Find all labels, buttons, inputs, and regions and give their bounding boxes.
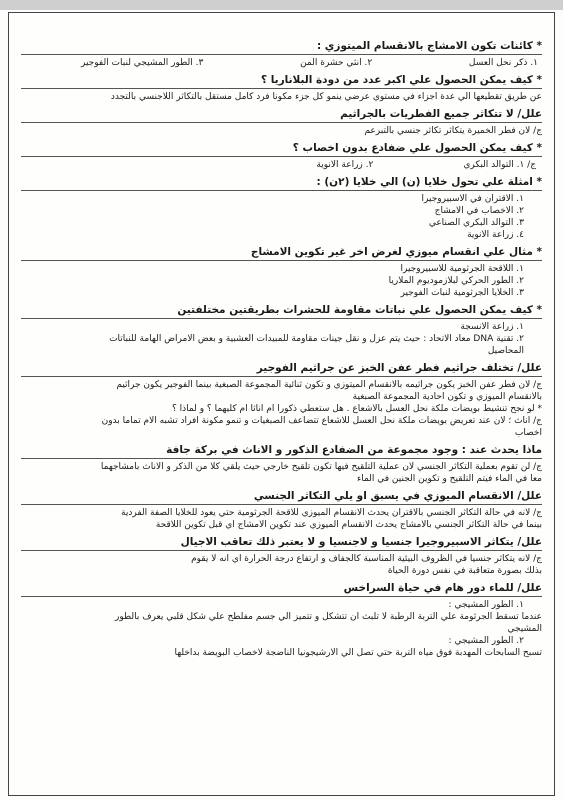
top-scroll-bar (0, 0, 563, 10)
list-item: ٢. الطور المشيجي : (448, 636, 524, 646)
section-11 (21, 535, 542, 577)
document-page (8, 12, 555, 796)
section-9 (21, 443, 542, 485)
list-item: ١. الاقتران في الاسبيروجيرا (421, 194, 524, 204)
section-heading: * مثال علي انقسام ميوزي لغرض اخر غير تكوين الامشاج (21, 245, 542, 261)
list-item: ١. الطور المشيجي : (448, 600, 524, 610)
section-7 (21, 303, 542, 357)
list-item: ١. زراعة الانسجة (460, 322, 524, 332)
section-8 (21, 361, 542, 439)
section-heading: ماذا يحدث عند : وجود مجموعة من الضفادع الذكور و الاناث في بركة جافة (21, 443, 542, 459)
section-4 (21, 141, 542, 171)
section-heading: * كيف يمكن الحصول علي نباتات مقاومة للحشرات بطريقتين مختلفتين (21, 303, 542, 319)
section-12 (21, 581, 542, 659)
answer-line: اخصاب (514, 428, 542, 438)
document-content (9, 13, 554, 667)
answer-line: ج/ لانه في حالة التكاثر الجنسي بالاقتران يحدث الانقسام الميوزي للاقحة الجرثومية حتي يعود للخلايا الصفة الفردية (121, 508, 542, 518)
answer-line: عندما تسقط الجرثومة علي التربة الرطبة لا تلبث ان تتشكل و تتميز الي جسم مفلطح علي شكل قلبي يعرف بالطور (114, 612, 542, 622)
list-item: ٤. زراعة الانوية (467, 230, 524, 240)
answer-item: ٢. زراعة الانوية (316, 160, 374, 170)
list-item: ٢. تقنية DNA معاد الاتحاد : حيث يتم عزل و نقل جينات مقاومة للمبيدات العشبية و بعض الامراض الهامة للنباتات (109, 334, 524, 344)
section-heading: * كائنات تكون الامشاج بالانقسام الميتوزي : (21, 39, 542, 55)
answer-line: * لو نجح تنشيط بويضات ملكة نحل العسل بالاشعاع . هل ستعطي ذكورا ام اناثا ام كليهما ؟ و لماذا ؟ (172, 404, 542, 414)
answer-line: بالانقسام الميوزي و تكون احادية المجموعة الصبغية (352, 392, 542, 402)
answer-line: المشيجي (507, 624, 542, 634)
section-2 (21, 73, 542, 103)
list-item: ٣. التوالد البكري الصناعي (428, 218, 524, 228)
list-item: المحاصيل (487, 346, 524, 356)
list-item: ٢. الاخصاب في الامشاج (434, 206, 524, 216)
answer-line: معا في الماء فيتم التلقيح و تكوين الجنين في الماء (356, 474, 542, 484)
answer-line: بينما في حالة التكاثر الجنسي بالامشاج يحدث الانقسام الميوزي عند تكوين الامشاج اي قبل تكوين اللاقحة (155, 520, 542, 530)
example-item: ٢. انثي حشرة المن (300, 58, 373, 68)
section-heading: * كيف يمكن الحصول علي اكبر عدد من دودة البلاناريا ؟ (21, 73, 542, 89)
answer-line: ج/ لان فطر الخميرة يتكاثر تكاثر جنسي بالتبرعم (364, 126, 542, 136)
answer-line: تسبح السابحات المهدبة فوق مياه التربة حتي تصل الي الارشيجونيا الناضجة لاخصاب البويضة بداخلها (174, 648, 542, 658)
section-heading: علل/ لا تتكاثر جميع الفطريات بالجراثيم (21, 107, 542, 123)
answer-row (21, 159, 542, 171)
list-item: ٣. الخلايا الجرثومية لنبات الفوجير (400, 288, 524, 298)
section-heading: علل/ تختلف جراثيم فطر عفن الخبز عن جراثيم الفوجير (21, 361, 542, 377)
section-3 (21, 107, 542, 137)
example-item: ١. ذكر نحل العسل (468, 58, 538, 68)
examples-row (21, 57, 542, 69)
answer-line: ج/ لان فطر عفن الخبز يكون جراثيمه بالانقسام الميتوزي و تكون ثنائية المجموعة الصبغية بينما الفوجير يكون جراثيم (116, 380, 542, 390)
answer-line: بذلك بصورة متعاقبة في نفس دورة الحياة (387, 566, 542, 576)
answer-line: ج/ اناث ؛ لان عند تعريض بويضات ملكة نحل العسل للاشعاع تتضاعف الصبغيات و تنمو مكونة افراد تشبه الام تماما بدون (101, 416, 542, 426)
section-heading: علل/ الانقسام الميوزي في يسبق او يلي التكاثر الجنسي (21, 489, 542, 505)
answer-line: ج/ لن تقوم بعملية التكاثر الجنسي لان عملية التلقيح فيها تكون تلقيح خارجي حيث يلقي كلا من الذكر و الاناث بامشاجهما (100, 462, 542, 472)
section-1 (21, 39, 542, 69)
answer-line: ج/ لانه يتكاثر جنسيا في الظروف البيئية المناسبة كالجفاف و ارتفاع درجة الحرارة اي انه لا يقوم (191, 554, 542, 564)
answer-line: عن طريق تقطيعها الي عدة اجزاء في مستوي عرضي ينمو كل جزء مكونا فرد كامل مستقل بالتكاثر اللاجنسي بالتجدد (110, 92, 542, 102)
section-heading: * امثلة علي تحول خلايا (ن) الي خلايا (٢ن) : (21, 175, 542, 191)
section-10 (21, 489, 542, 531)
section-heading: * كيف يمكن الحصول علي ضفادع بدون اخصاب ؟ (21, 141, 542, 157)
section-6 (21, 245, 542, 299)
list-item: ١. اللاقحة الجرثومية للاسبيروجيرا (400, 264, 524, 274)
section-heading: علل/ للماء دور هام في حياة السراخس (21, 581, 542, 597)
example-item: ٣. الطور المشيجي لنبات الفوجير (81, 58, 204, 68)
section-5 (21, 175, 542, 241)
list-item: ٢. الطور الحركي لبلازموديوم الملاريا (388, 276, 524, 286)
answer-item: ج/ ١. التوالد البكري (463, 160, 536, 170)
section-heading: علل/ يتكاثر الاسبيروجيرا جنسيا و لاجنسيا و لا يعتبر ذلك تعاقب الاجيال (21, 535, 542, 551)
